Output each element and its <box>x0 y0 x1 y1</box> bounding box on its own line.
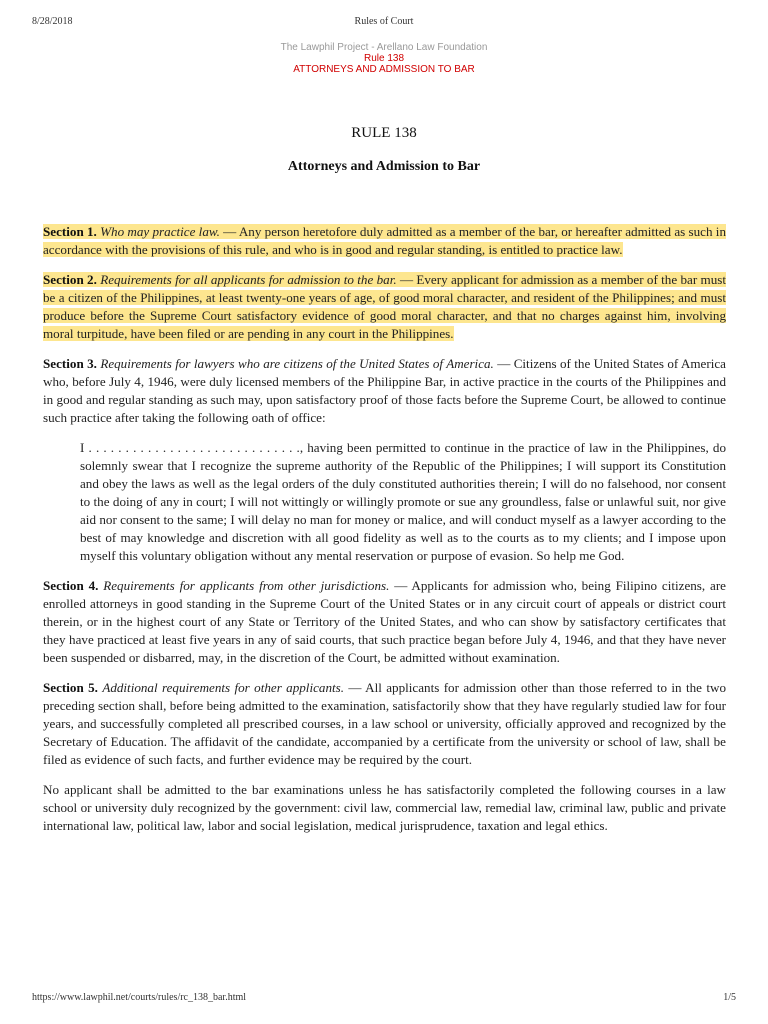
rule-title: Attorneys and Admission to Bar <box>287 159 481 174</box>
project-name: The Lawphil Project - Arellano Law Foundation <box>280 42 488 53</box>
section-3 <box>43 355 726 427</box>
print-title: Rules of Court <box>354 16 414 27</box>
section-title: Requirements for lawyers who are citizens of the United States of America. <box>100 356 494 371</box>
oath-text: I . . . . . . . . . . . . . . . . . . . . . . . . . . . . ., having been permitted to continue in the practice of law in the Philippines, do solemnly swear that I recognize the supreme authority of the Republic of the Philippines; I will support its Constitution and obey the laws as well as the legal orders of the duly constituted authorities therein; I will do no falsehood, nor consent to the doing of any in court; I will not wittingly or willingly promote or sue any groundless, false or unlawful suit, nor give aid nor consent to the same; I will delay no man for money or malice, and will conduct myself as a lawyer according to the best of may knowledge and discretion with all good fidelity as well as to the courts as to my clients; and I impose upon myself this voluntary obligation without any mental reservation or purpose of evasion. So help me God. <box>80 440 726 563</box>
document-body <box>43 223 726 847</box>
page-url: https://www.lawphil.net/courts/rules/rc_138_bar.html <box>32 992 247 1003</box>
section-4 <box>43 577 726 667</box>
section-body: — Any person heretofore duly admitted as a member of the bar, or hereafter admitted as such in accordance with the provisions of this rule, and who is in good and regular standing, is entitled to practice law. <box>43 224 726 257</box>
closing-paragraph: No applicant shall be admitted to the bar examinations unless he has satisfactorily completed the following courses in a law school or university duly recognized by the government: civil law, commercial law, remedial law, criminal law, public and private international law, political law, labor and social legislation, medical jurisprudence, taxation and legal ethics. <box>43 782 726 833</box>
section-body: — Applicants for admission who, being Filipino citizens, are enrolled attorneys in good standing in the Supreme Court of the United States or in any circuit court of appeals or district court therein, or in the highest court of any State or Territory of the United States, and who can show by satisfactory certificates that they have practiced at least five years in any of said courts, that such practice began before July 4, 1946, and that they have never been suspended or disbarred, may, in the discretion of the Court, be admitted without examination. <box>43 578 726 665</box>
print-header <box>32 16 736 30</box>
rule-heading: RULE 138 <box>351 125 417 141</box>
section-label: Section 4. <box>43 578 99 593</box>
highlight <box>43 272 726 341</box>
section-5 <box>43 679 726 769</box>
section-2 <box>43 271 726 343</box>
section-body: — Every applicant for admission as a member of the bar must be a citizen of the Philippines, at least twenty-one years of age, of good moral character, and resident of the Philippines; and must produce before the Supreme Court satisfactory evidence of good moral character, and that no charges against him, involving moral turpitude, have been filed or are pending in any court in the Philippines. <box>43 272 726 341</box>
section-body: — Citizens of the United States of America who, before July 4, 1946, were duly licensed members of the Philippine Bar, in active practice in the courts of the Philippines and in good and regular standing as such may, upon satisfactory proof of those facts before the Supreme Court, be allowed to continue such practice after taking the following oath of office: <box>43 356 726 425</box>
print-date: 8/28/2018 <box>32 16 73 27</box>
section-label: Section 1. <box>43 224 97 239</box>
highlight <box>43 224 726 257</box>
print-footer <box>32 992 736 1006</box>
section-title: Additional requirements for other applicants. <box>102 680 344 695</box>
page-number: 1/5 <box>723 992 736 1003</box>
rule-number-link[interactable]: Rule 138 <box>363 53 405 64</box>
section-label: Section 2. <box>43 272 97 287</box>
section-body: — All applicants for admission other than those referred to in the two preceding section shall, before being admitted to the examination, satisfactorily show that they have regularly studied law for four years, and successfully completed all prescribed courses, in a law school or university, officially approved and recognized by the Secretary of Education. The affidavit of the candidate, accompanied by a certificate from the university or school of law, shall be filed as evidence of such facts, and further evidence may be required by the court. <box>43 680 726 767</box>
section-1 <box>43 223 726 259</box>
section-label: Section 5. <box>43 680 98 695</box>
rule-subject-link[interactable]: ATTORNEYS AND ADMISSION TO BAR <box>293 64 475 75</box>
section-label: Section 3. <box>43 356 97 371</box>
site-header <box>0 42 768 75</box>
section-title: Requirements for all applicants for admission to the bar. <box>100 272 397 287</box>
section-title: Requirements for applicants from other jurisdictions. <box>103 578 390 593</box>
section-title: Who may practice law. <box>100 224 220 239</box>
